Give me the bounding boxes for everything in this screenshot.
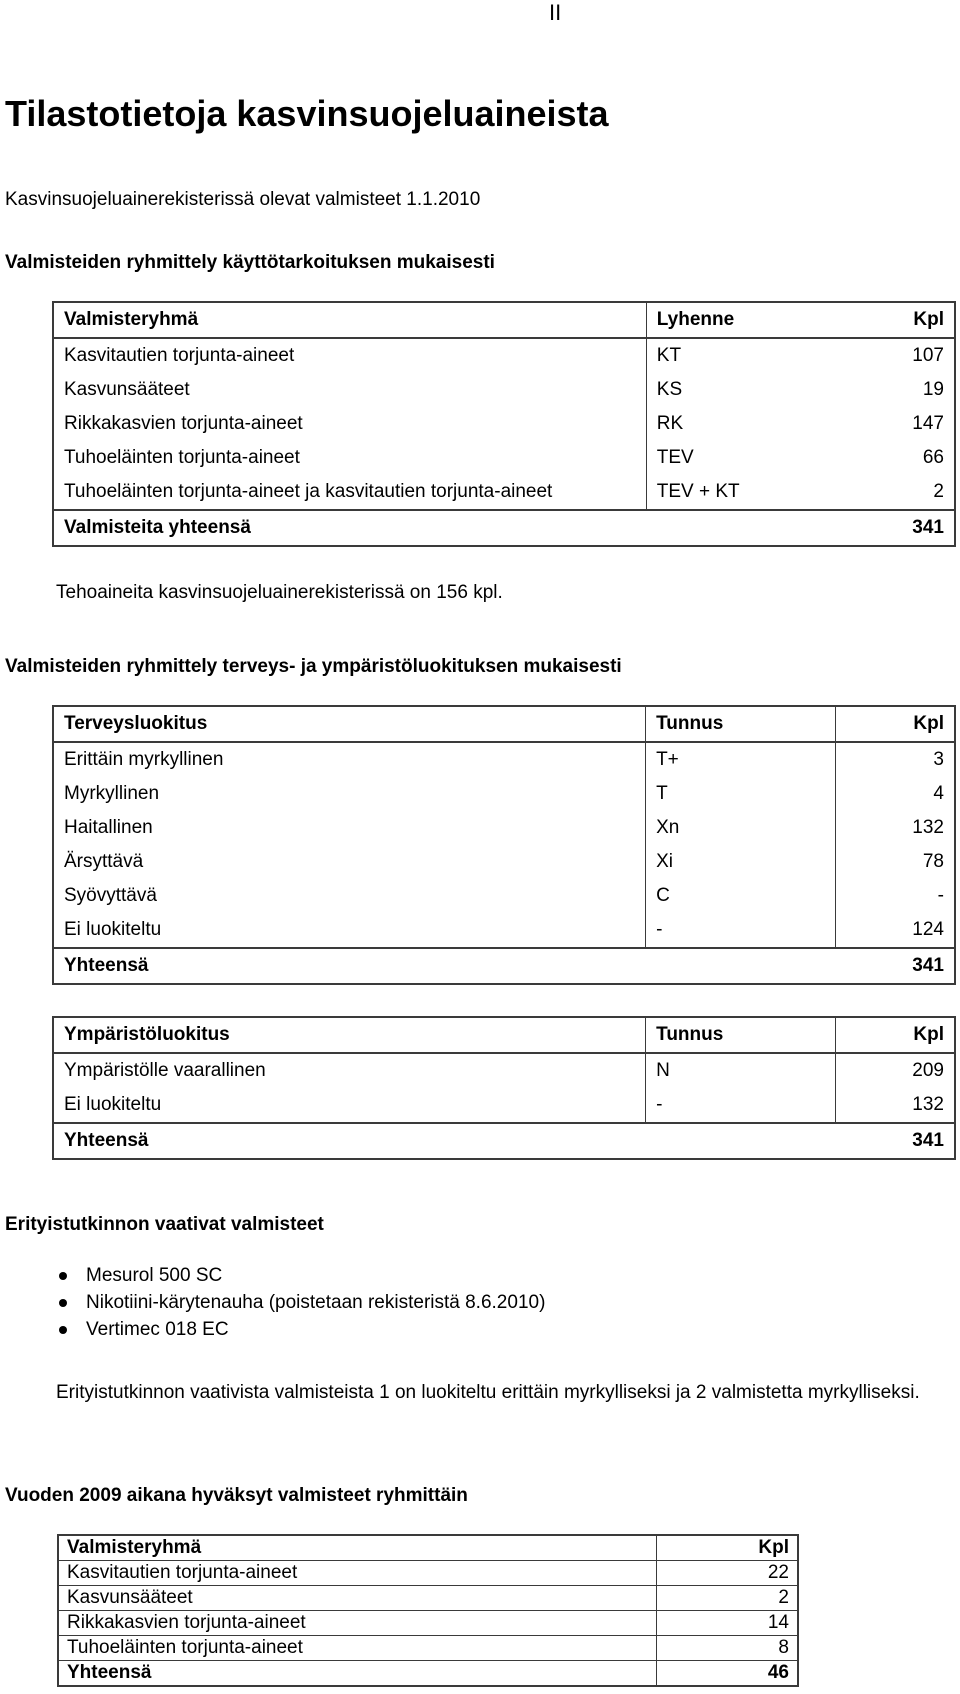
total-row [58,1661,798,1687]
code-cell: T [646,777,836,811]
count-cell: 132 [912,1094,944,1115]
section2-heading: Valmisteiden ryhmittely terveys- ja ympäristöluokituksen mukaisesti [5,656,622,677]
health-classification-table [52,705,956,985]
header-cell: Kpl [835,706,955,742]
table-row [53,407,955,441]
approved-2009-table [57,1534,799,1687]
code-cell: Xn [646,811,836,845]
total-count: 341 [835,948,955,984]
group-cell: Tuhoeläinten torjunta-aineet [53,441,646,475]
table-row [53,441,955,475]
table-row [53,338,955,373]
total-count: 341 [835,1123,955,1159]
header-cell: Valmisteryhmä [53,302,646,338]
header-cell: Kpl [835,1017,955,1053]
label-cell: Ärsyttävä [53,845,646,879]
group-cell: Tuhoeläinten torjunta-aineet [58,1636,656,1661]
count-cell: 2 [933,481,944,502]
code-cell: - [646,1088,836,1123]
count-cell: 66 [922,447,944,468]
total-row [53,1123,955,1159]
page-number: II [549,0,562,25]
table-row [53,1088,955,1123]
label-cell: Syövyttävä [53,879,646,913]
abbr-cell: TEV [656,447,694,468]
total-row [53,948,955,984]
total-label: Valmisteita yhteensä [53,510,845,546]
table-row [58,1636,798,1661]
count-cell: 22 [656,1561,798,1586]
section1-heading: Valmisteiden ryhmittely käyttötarkoituksen mukaisesti [5,252,495,273]
count-cell: 147 [912,413,944,434]
label-cell: Ei luokiteltu [53,1088,646,1123]
header-cell: Kpl [656,1535,798,1561]
page-title: Tilastotietoja kasvinsuojeluaineista [5,93,609,134]
table-header-row [53,302,955,338]
count-cell: 3 [933,749,944,770]
code-cell: N [646,1053,836,1088]
abbr-cell: TEV + KT [656,481,740,502]
group-cell: Rikkakasvien torjunta-aineet [53,407,646,441]
code-cell: - [646,913,836,948]
count-cell: 8 [656,1636,798,1661]
table-row [53,913,955,948]
total-label: Yhteensä [58,1661,656,1687]
header-cell: Lyhenne [646,302,845,338]
group-cell: Kasvunsääteet [53,373,646,407]
header-cell: Tunnus [646,1017,836,1053]
header-cell: Tunnus [646,706,836,742]
environment-classification-table [52,1016,956,1160]
table-row [58,1586,798,1611]
count-cell: 78 [922,851,944,872]
header-cell: Kpl [845,302,955,338]
usage-group-table [52,301,956,547]
total-label: Yhteensä [53,948,835,984]
list-item [56,1262,545,1289]
table-row [53,373,955,407]
abbr-cell: KS [656,379,683,400]
label-cell: Haitallinen [53,811,646,845]
special-exam-list [56,1262,545,1343]
header-cell: Valmisteryhmä [58,1535,656,1561]
list-item-text: Mesurol 500 SC [86,1265,223,1286]
label-cell: Myrkyllinen [53,777,646,811]
table-header-row [58,1535,798,1561]
section4-heading: Vuoden 2009 aikana hyväksyt valmisteet ryhmittäin [5,1485,468,1506]
list-item [56,1316,545,1343]
label-cell: Ympäristölle vaarallinen [53,1053,646,1088]
group-cell: Kasvitautien torjunta-aineet [58,1561,656,1586]
total-label: Yhteensä [53,1123,835,1159]
table-row [53,879,955,913]
special-exam-paragraph: Erityistutkinnon vaativista valmisteista 1 on luokiteltu erittäin myrkylliseksi ja 2 valmistetta myrkylliseksi. [56,1382,920,1403]
count-cell: 124 [912,919,944,940]
count-cell: 209 [912,1060,944,1081]
table-row [58,1611,798,1636]
label-cell: Ei luokiteltu [53,913,646,948]
bullet-icon [59,1299,67,1307]
count-cell: 4 [933,783,944,804]
intro-text: Kasvinsuojeluainerekisterissä olevat valmisteet 1.1.2010 [5,189,481,210]
group-cell: Rikkakasvien torjunta-aineet [58,1611,656,1636]
table-row [53,742,955,777]
total-count: 341 [845,510,955,546]
count-cell: 107 [912,345,944,366]
table-header-row [53,1017,955,1053]
group-cell: Tuhoeläinten torjunta-aineet ja kasvitautien torjunta-aineet [53,475,646,510]
total-row [53,510,955,546]
header-cell: Ympäristöluokitus [53,1017,646,1053]
table-header-row [53,706,955,742]
list-item-text: Nikotiini-kärytenauha (poistetaan rekisteristä 8.6.2010) [86,1292,546,1313]
count-cell: - [937,885,944,906]
list-item [56,1289,545,1316]
table-row [53,777,955,811]
abbr-cell: RK [656,413,684,434]
count-cell: 132 [912,817,944,838]
header-cell: Terveysluokitus [53,706,646,742]
table-row [58,1561,798,1586]
group-cell: Kasvitautien torjunta-aineet [53,338,646,373]
total-count: 46 [656,1661,798,1687]
abbr-cell: KT [656,345,682,366]
table-row [53,1053,955,1088]
table-row [53,811,955,845]
group-cell: Kasvunsääteet [58,1586,656,1611]
code-cell: C [646,879,836,913]
count-cell: 2 [656,1586,798,1611]
count-cell: 14 [656,1611,798,1636]
active-substance-note: Tehoaineita kasvinsuojeluainerekisterissä on 156 kpl. [56,582,503,603]
list-item-text: Vertimec 018 EC [86,1319,229,1340]
code-cell: T+ [646,742,836,777]
table-row [53,845,955,879]
label-cell: Erittäin myrkyllinen [53,742,646,777]
section3-heading: Erityistutkinnon vaativat valmisteet [5,1214,324,1235]
bullet-icon [59,1326,67,1334]
table-row [53,475,955,510]
code-cell: Xi [646,845,836,879]
count-cell: 19 [922,379,944,400]
bullet-icon [59,1272,67,1280]
